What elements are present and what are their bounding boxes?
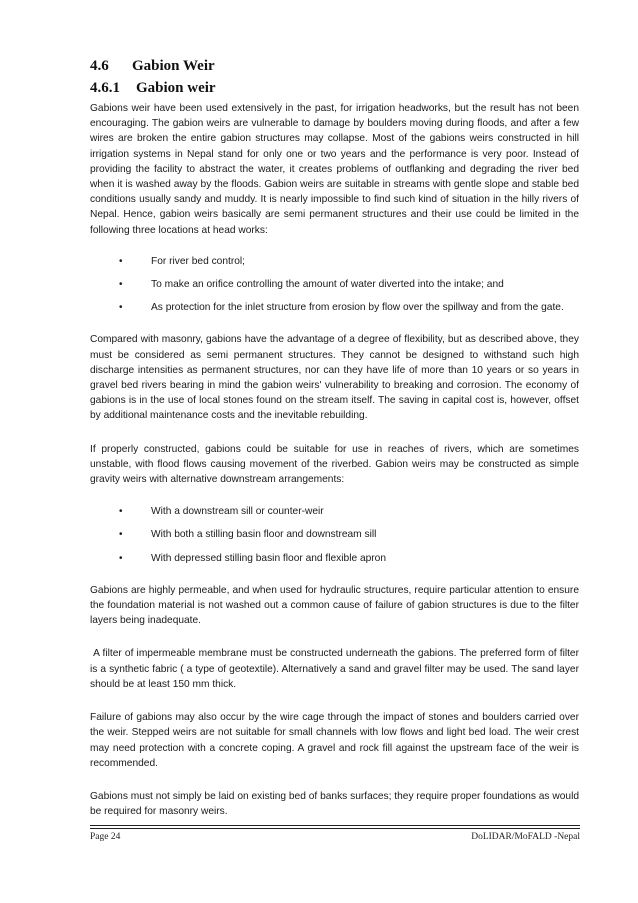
paragraph-failure: Failure of gabions may also occur by the wire cage through the impact of stones and boulders carried over the weir. Stepped weirs are not suitable for small channels with low flows and light bed load. The weir crest may need protection with a concrete coping. A gravel and rock fill against the upstream face of the weir is recommended. [90, 712, 579, 769]
subsection-title: Gabion weir [136, 80, 216, 96]
footer-organization: DoLIDAR/MoFALD -Nepal [471, 832, 580, 842]
body-text [90, 101, 582, 819]
section-title: Gabion Weir [132, 58, 215, 74]
list-item: • With a downstream sill or counter-weir [90, 504, 579, 519]
list-item: • To make an orifice controlling the amount of water diverted into the intake; and [90, 277, 579, 292]
subsection-heading [90, 80, 216, 97]
arrangement-list [90, 504, 579, 566]
bullet-icon: • [119, 302, 123, 314]
footer-divider [90, 825, 580, 826]
paragraph-permeable: Gabions are highly permeable, and when used for hydraulic structures, require particular attention to ensure the foundation material is not washed out a common cause of failure of gabion structures is due to the filter layers being inadequate. [90, 584, 579, 627]
bullet-icon: • [119, 255, 123, 267]
paragraph-filter: A filter of impermeable membrane must be constructed underneath the gabions. The preferred form of filter is a synthetic fabric ( a type of geotextile). Alternatively a sand and gravel filter may be used. The sand layer should be at least 150 mm thick. [90, 648, 582, 690]
paragraph-masonry: Compared with masonry, gabions have the advantage of a degree of flexibility, but as described above, they must be considered as semi permanent structures. They cannot be designed to withstand such high discharge intensities as permanent structures, nor can they have life of more than 10 years or so years in gravel bed rivers bearing in mind the gabion weirs' vulnerability to breaking and corrosion. The economy of gabions is in the use of local stones found on the stream itself. The saving in capital cost is, however, offset by additional maintenance costs and the inevitable rebuilding. [90, 334, 579, 422]
bullet-icon: • [119, 506, 123, 518]
footer-divider [90, 828, 580, 829]
page-number: Page 24 [90, 832, 121, 842]
list-item: • With both a stilling basin floor and downstream sill [90, 527, 579, 542]
section-number: 4.6 [90, 58, 109, 74]
list-item: • As protection for the inlet structure from erosion by flow over the spillway and from the gate. [90, 300, 579, 315]
paragraph-foundation: Gabions must not simply be laid on existing bed of banks surfaces; they require proper foundations as would be required for masonry weirs. [90, 790, 579, 818]
location-list [90, 254, 579, 316]
bullet-icon: • [119, 279, 123, 291]
bullet-icon: • [119, 529, 123, 541]
subsection-number: 4.6.1 [90, 80, 120, 96]
section-heading [90, 58, 215, 75]
list-item: • With depressed stilling basin floor and flexible apron [90, 551, 579, 566]
list-item: • For river bed control; [90, 254, 579, 269]
bullet-icon: • [119, 552, 123, 564]
paragraph-intro: Gabions weir have been used extensively in the past, for irrigation headworks, but the result has not been encouraging. The gabion weirs are vulnerable to damage by boulders moving during floods, and after a few wires are broken the entire gabion structures may collapse. Most of the gabions weirs constructed in hill irrigation systems in Nepal stand for only one or two years and the performance is very poor. Instead of providing the facility to abstract the water, it creates problems of outflanking and degrading the river bed when it is washed away by the floods. Gabion weirs are suitable in streams with gentle slope and stable bed conditions usually sandy and muddy. It is nearly impossible to find such kind of situation in the hilly rivers of Nepal. Hence, gabion weirs basically are semi permanent structures and their use could be limited in the following three locations at head works: [90, 103, 579, 236]
paragraph-construction: If properly constructed, gabions could be suitable for use in reaches of rivers, which are sometimes unstable, with flood flows causing movement of the riverbed. Gabion weirs may be constructed as simple gravity weirs with alternative downstream arrangements: [90, 443, 579, 486]
